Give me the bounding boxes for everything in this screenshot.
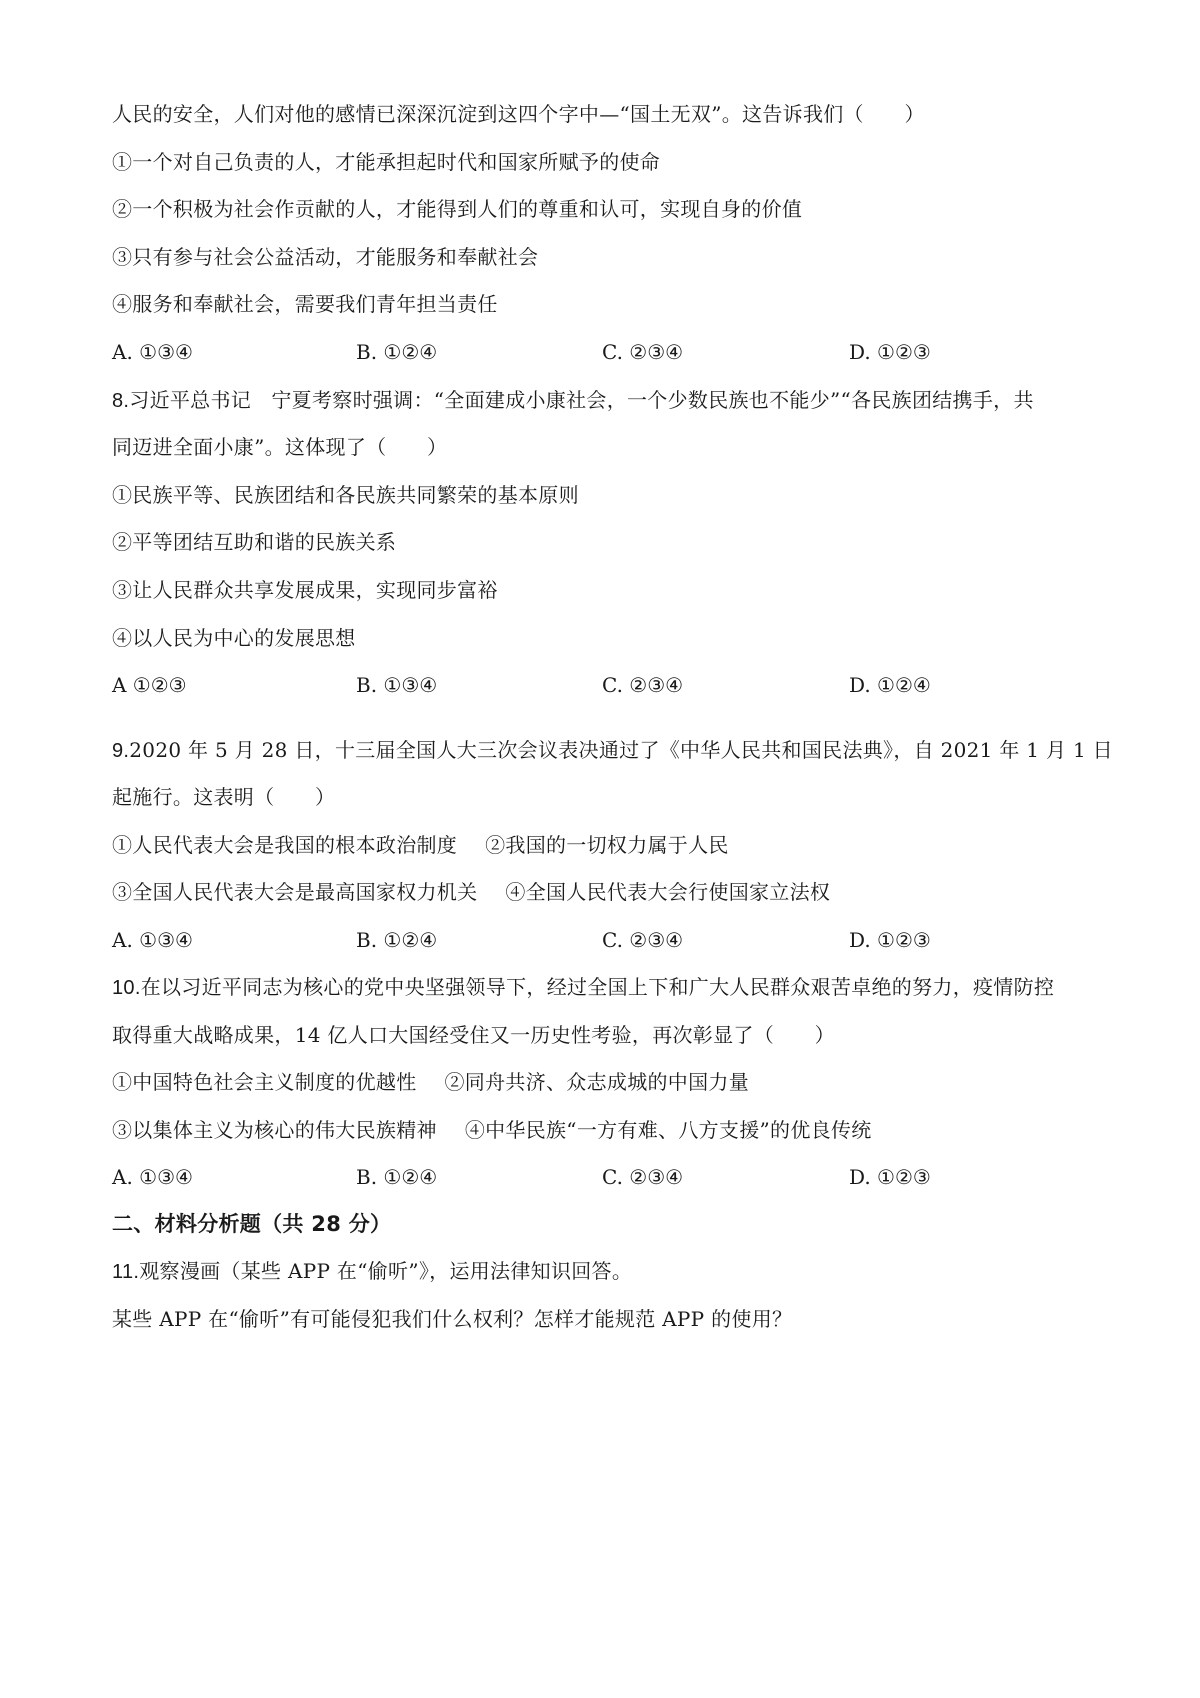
q10-stem-line2: 取得重大战略成果，14 亿人口大国经受住又一历史性考验，再次彰显了（ ） <box>112 1023 835 1047</box>
q10-option-c: C. ②③④ <box>602 1165 684 1189</box>
q9-option-b: B. ①②④ <box>356 928 438 952</box>
q8-item-1: ①民族平等、民族团结和各民族共同繁荣的基本原则 <box>112 483 579 507</box>
q11-stem-text: 观察漫画（某些 APP 在“偷听”》，运用法律知识回答。 <box>139 1259 633 1283</box>
q8-option-d: D. ①②④ <box>849 673 931 697</box>
q10-items-row2 <box>112 1116 872 1144</box>
q9-option-d: D. ①②③ <box>849 928 931 952</box>
section-2-title: 二、材料分析题（共 28 分） <box>112 1212 392 1236</box>
q8-number: 8. <box>112 390 130 412</box>
q9-stem-text1: 2020 年 5 月 28 日，十三届全国人大三次会议表决通过了《中华人民共和国民法典》，自 2021 年 1 月 1 日 <box>129 738 1113 762</box>
q10-items-row1 <box>112 1068 749 1096</box>
q9-stem-line2: 起施行。这表明（ ） <box>112 785 336 809</box>
q9-item-2: ②我国的一切权力属于人民 <box>485 833 729 857</box>
q7-item-1: ①一个对自己负责的人，才能承担起时代和国家所赋予的使命 <box>112 150 661 174</box>
q10-stem-text1: 在以习近平同志为核心的党中央坚强领导下，经过全国上下和广大人民群众艰苦卓绝的努力，疫情防控 <box>140 975 1055 999</box>
q10-item-1: ①中国特色社会主义制度的优越性 <box>112 1070 417 1094</box>
q10-option-b: B. ①②④ <box>356 1165 438 1189</box>
q10-option-a: A. ①③④ <box>112 1165 193 1189</box>
q11-number: 11. <box>112 1261 140 1283</box>
q7-option-b: B. ①②④ <box>356 340 438 364</box>
q10-option-d: D. ①②③ <box>849 1165 931 1189</box>
q7-item-3: ③只有参与社会公益活动，才能服务和奉献社会 <box>112 245 539 269</box>
q8-option-c: C. ②③④ <box>602 673 684 697</box>
q7-item-2: ②一个积极为社会作贡献的人，才能得到人们的尊重和认可，实现自身的价值 <box>112 197 803 221</box>
q9-option-c: C. ②③④ <box>602 928 684 952</box>
q8-option-b: B. ①③④ <box>356 673 438 697</box>
q10-item-2: ②同舟共济、众志成城的中国力量 <box>444 1070 749 1094</box>
q7-item-4: ④服务和奉献社会，需要我们青年担当责任 <box>112 292 498 316</box>
q9-items-row1 <box>112 831 729 859</box>
q10-item-4: ④中华民族“一方有难、八方支援”的优良传统 <box>464 1118 872 1142</box>
q7-stem-end: 人民的安全，人们对他的感情已深深沉淀到这四个字中—“国土无双”。这告诉我们（ ） <box>112 102 925 126</box>
q9-items-row2 <box>112 878 830 906</box>
q11-question: 某些 APP 在“偷听”有可能侵犯我们什么权利？怎样才能规范 APP 的使用？ <box>112 1307 793 1331</box>
q7-option-d: D. ①②③ <box>849 340 931 364</box>
q8-stem-line2: 同迈进全面小康”。这体现了（ ） <box>112 435 448 459</box>
q9-option-a: A. ①③④ <box>112 928 193 952</box>
q9-item-3: ③全国人民代表大会是最高国家权力机关 <box>112 880 478 904</box>
q9-item-1: ①人民代表大会是我国的根本政治制度 <box>112 833 458 857</box>
q7-option-c: C. ②③④ <box>602 340 684 364</box>
q8-stem-text1: 习近平总书记 宁夏考察时强调：“全面建成小康社会，一个少数民族也不能少”“各民族团结携手，共 <box>129 388 1034 412</box>
q10-item-3: ③以集体主义为核心的伟大民族精神 <box>112 1118 437 1142</box>
q9-item-4: ④全国人民代表大会行使国家立法权 <box>505 880 831 904</box>
q9-stem-line1 <box>112 736 1113 765</box>
q10-number: 10. <box>112 977 141 999</box>
q8-item-3: ③让人民群众共享发展成果，实现同步富裕 <box>112 578 498 602</box>
q8-stem-line1 <box>112 386 1034 415</box>
q10-stem-line1 <box>112 973 1054 1002</box>
q8-item-4: ④以人民为中心的发展思想 <box>112 626 356 650</box>
q8-item-2: ②平等团结互助和谐的民族关系 <box>112 530 397 554</box>
q8-option-a: A ①②③ <box>112 673 187 697</box>
q11-stem <box>112 1257 632 1286</box>
q7-option-a: A. ①③④ <box>112 340 193 364</box>
q9-number: 9. <box>112 740 130 762</box>
